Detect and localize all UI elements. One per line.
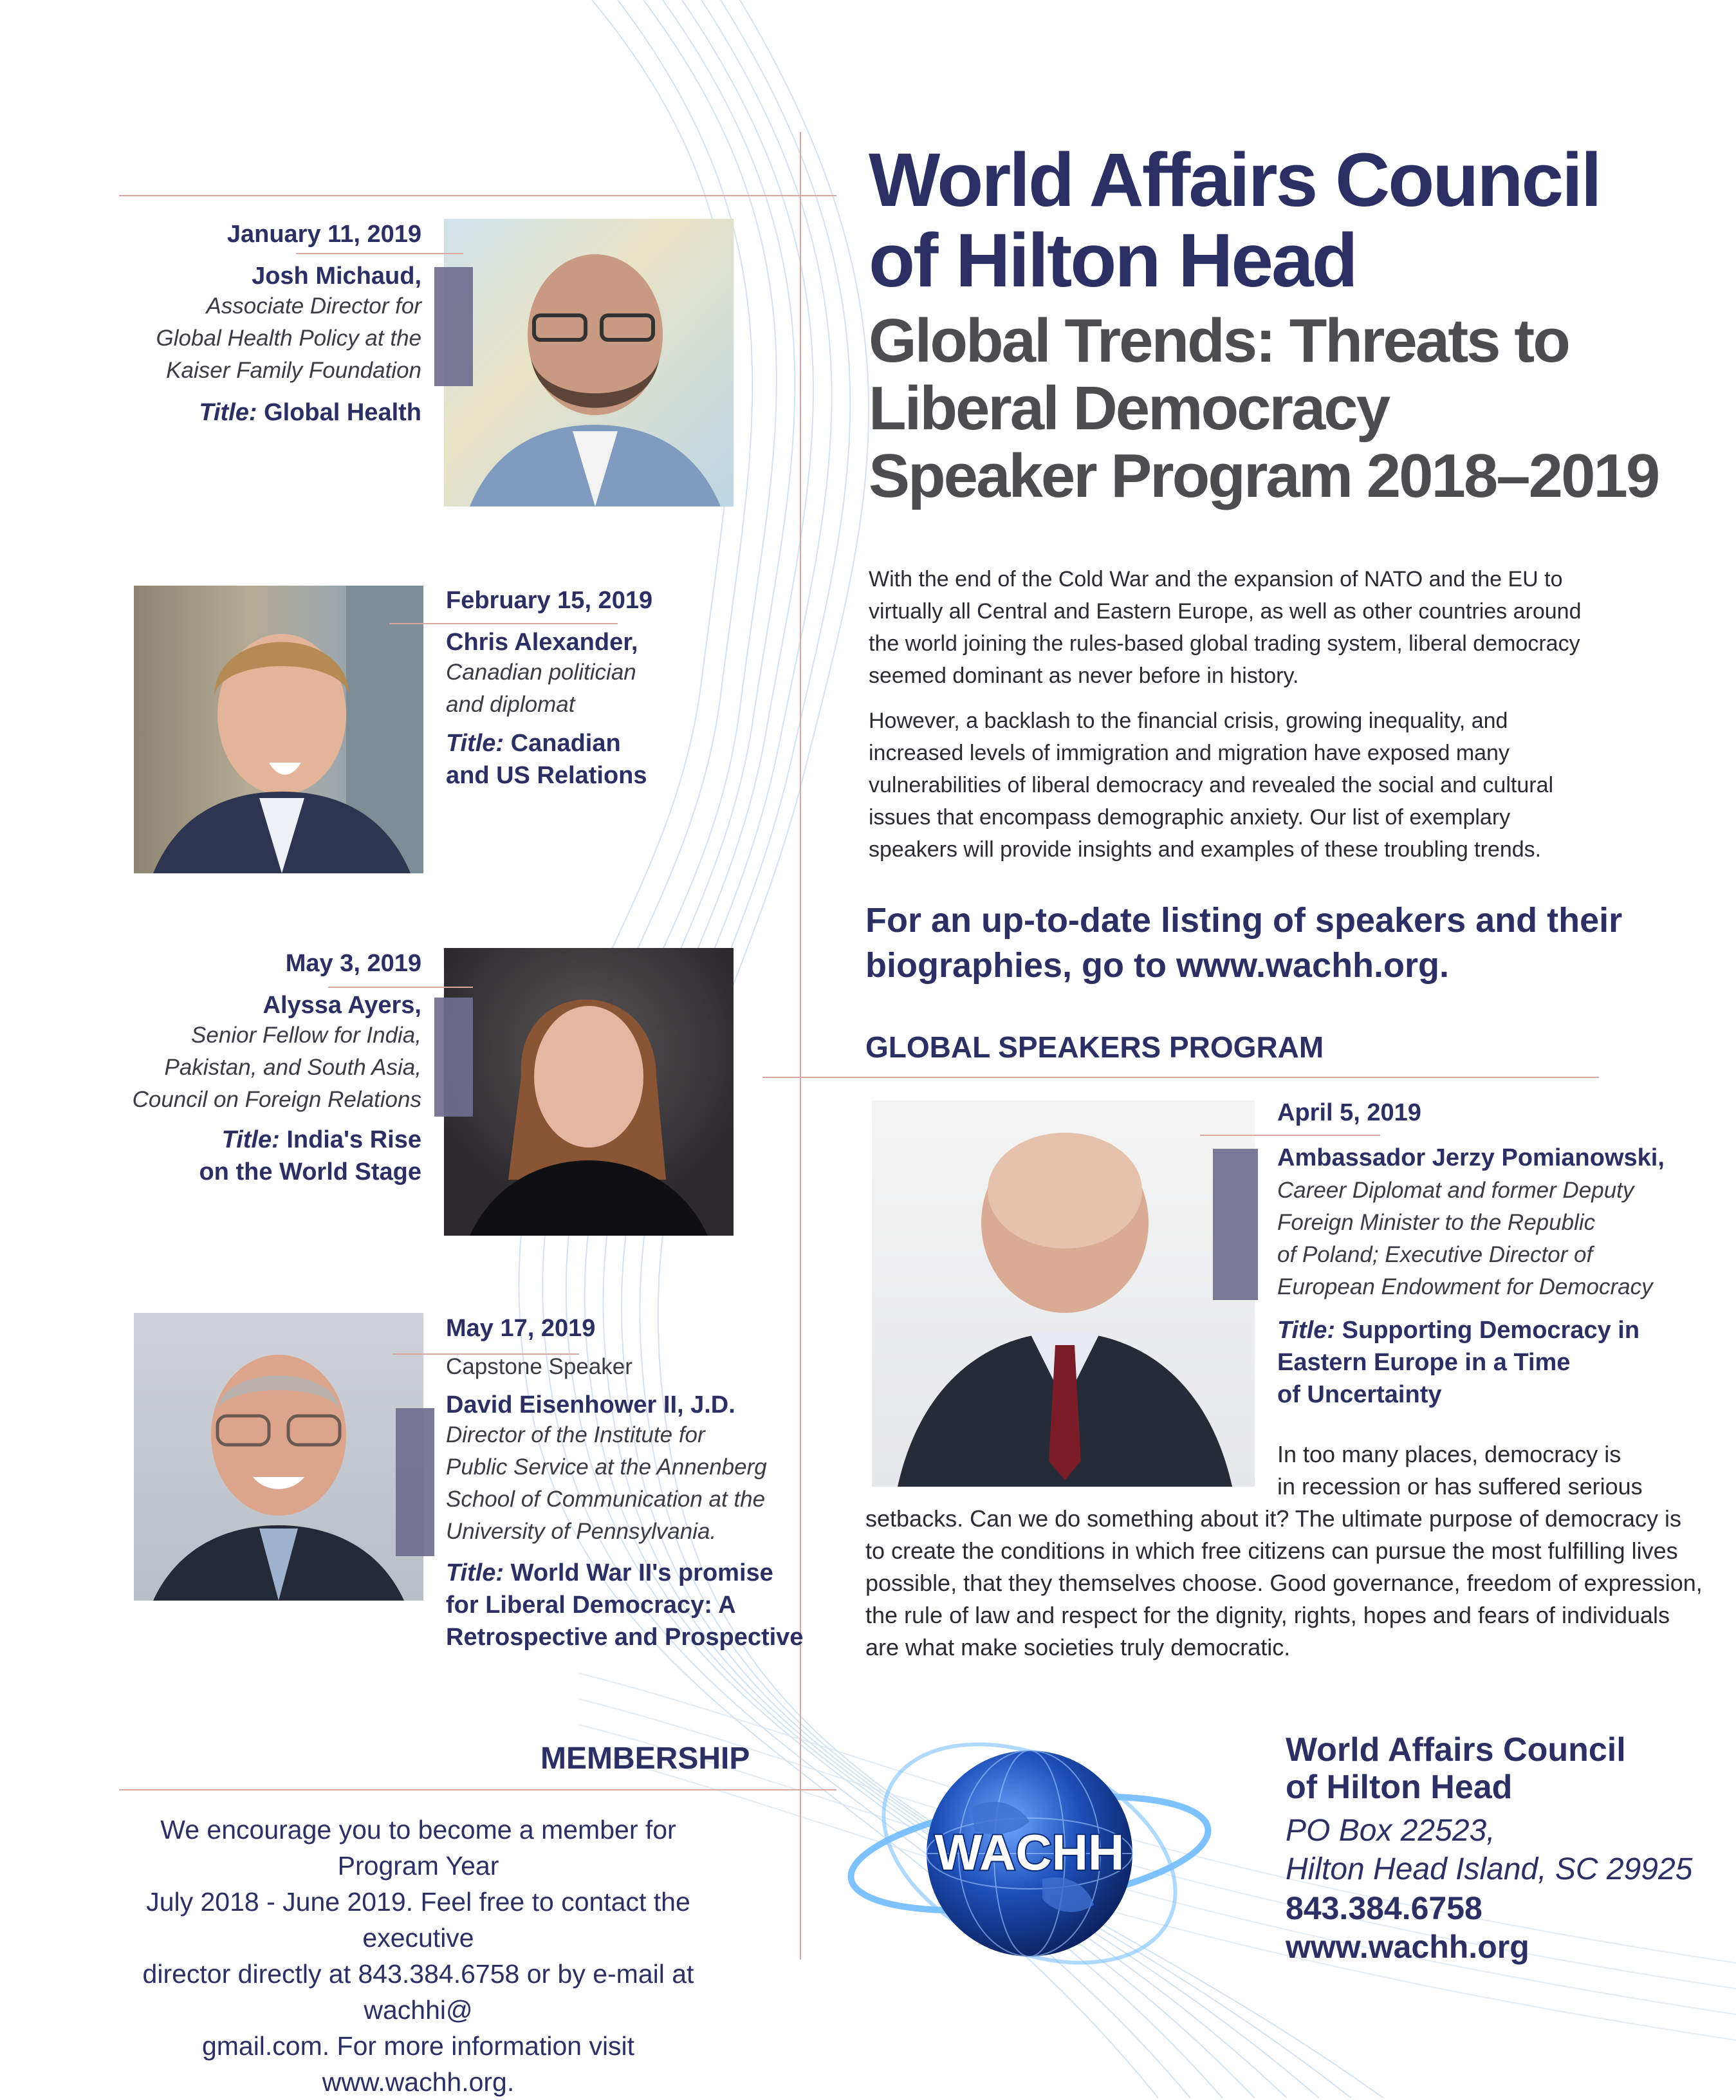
center-vertical-rule bbox=[800, 132, 801, 1960]
rule-global-date bbox=[1200, 1135, 1380, 1136]
program-subtitle-line-1: Global Trends: Threats to bbox=[869, 306, 1569, 375]
speaker-1-talk-title: Title: Global Health bbox=[199, 399, 421, 426]
membership-rule bbox=[119, 1789, 836, 1790]
global-speaker-talk-title: Title: Supporting Democracy in Eastern Europe in a Time of Uncertainty bbox=[1277, 1317, 1640, 1408]
alyssa-ayers-photo bbox=[444, 948, 734, 1236]
speaker-2-talk-title: Title: Canadian and US Relations bbox=[446, 730, 647, 789]
accent-bar-speaker-3 bbox=[434, 998, 473, 1117]
wachh-logo-text: WACHH bbox=[934, 1824, 1125, 1881]
global-speaker-name: Ambassador Jerzy Pomianowski, bbox=[1277, 1144, 1665, 1171]
speaker-4-block bbox=[446, 1315, 803, 1653]
accent-bar-speaker-4 bbox=[396, 1408, 434, 1556]
speaker-1-date: January 11, 2019 bbox=[226, 221, 421, 248]
speaker-4-desc: Director of the Institute for Public Service at the Annenberg School of Communication at the University of Pennsylvania. bbox=[446, 1422, 767, 1544]
cta-line-1: For an up-to-date listing of speakers and their bbox=[865, 901, 1623, 940]
global-speaker-date: April 5, 2019 bbox=[1277, 1099, 1421, 1126]
speaker-3-block bbox=[129, 950, 421, 1188]
josh-michaud-photo bbox=[444, 219, 734, 506]
contact-address-1: PO Box 22523, bbox=[1286, 1814, 1495, 1848]
org-title-line-1: World Affairs Council bbox=[869, 138, 1600, 223]
chris-alexander-photo bbox=[134, 586, 423, 873]
program-subtitle-line-2: Liberal Democracy bbox=[869, 374, 1389, 443]
contact-address-2: Hilton Head Island, SC 29925 bbox=[1286, 1852, 1693, 1886]
accent-bar-global bbox=[1213, 1149, 1258, 1300]
speaker-3-talk-title: Title: India's Rise on the World Stage bbox=[199, 1126, 421, 1185]
membership-text: We encourage you to become a member for Program Year July 2018 - June 2019. Feel free to contact the executive director directly at 843.384.6758 or by e-mail at wachhi@ gmail.com. For more information visit www.wachh.org. bbox=[142, 1815, 694, 2097]
contact-phone: 843.384.6758 bbox=[1286, 1890, 1482, 1926]
speaker-3-name: Alyssa Ayers, bbox=[263, 992, 421, 1019]
global-speaker-desc: Career Diplomat and former Deputy Foreign Minister to the Republic of Poland; Executive Director of European Endowment for Democracy bbox=[1277, 1178, 1653, 1299]
speaker-4-talk-title: Title: World War II's promise for Liberal Democracy: A Retrospective and Prospective bbox=[446, 1559, 804, 1651]
program-subtitle-line-3: Speaker Program 2018–2019 bbox=[869, 441, 1659, 510]
intro-paragraph-2: However, a backlash to the financial crisis, growing inequality, and increased levels of immigration and migration have exposed many vulnerabilities of liberal democracy and revealed the social and cultural issues that encompass demographic anxiety. Our list of exemplary speakers will provide insights and examples of these troubling trends. bbox=[869, 709, 1554, 862]
speaker-4-name: David Eisenhower II, J.D. bbox=[446, 1391, 735, 1418]
intro-paragraph-1: With the end of the Cold War and the expansion of NATO and the EU to virtually all Central and Eastern Europe, as well as other countries around the world joining the rules-based global trading system, liberal democracy seemed dominant as never before in history. bbox=[869, 567, 1582, 688]
org-title-line-2: of Hilton Head bbox=[869, 218, 1356, 303]
speaker-4-note: Capstone Speaker bbox=[446, 1354, 633, 1379]
speaker-1-name: Josh Michaud, bbox=[252, 263, 421, 290]
speaker-2-block bbox=[446, 587, 652, 792]
jerzy-pomianowski-photo bbox=[872, 1101, 1255, 1487]
global-program-rule bbox=[762, 1077, 1599, 1078]
global-body: setbacks. Can we do something about it? The ultimate purpose of democracy is to create the conditions in which free citizens can pursue the most fulfilling lives possible, that they themselves choose. Good governance, freedom of expression, the rule of law and respect for the dignity, rights, hopes and fears of individuals are what make societies truly democratic. bbox=[865, 1505, 1703, 1660]
wachh-logo bbox=[836, 1699, 1223, 2002]
global-program-heading: GLOBAL SPEAKERS PROGRAM bbox=[865, 1030, 1324, 1064]
speaker-3-date: May 3, 2019 bbox=[285, 950, 421, 977]
speaker-2-desc: Canadian politician and diplomat bbox=[446, 660, 636, 717]
cta-line-2: biographies, go to www.wachh.org. bbox=[865, 946, 1450, 985]
david-eisenhower-photo bbox=[134, 1313, 423, 1601]
accent-bar-speaker-1 bbox=[434, 267, 473, 386]
speaker-1-desc: Associate Director for Global Health Policy at the Kaiser Family Foundation bbox=[156, 293, 421, 383]
speaker-2-date: February 15, 2019 bbox=[446, 587, 653, 614]
contact-org-line-2: of Hilton Head bbox=[1286, 1769, 1513, 1806]
global-body-top: In too many places, democracy is in recession or has suffered serious bbox=[1277, 1441, 1643, 1500]
speaker-4-date: May 17, 2019 bbox=[446, 1315, 596, 1342]
left-top-rule bbox=[119, 195, 836, 196]
contact-website[interactable]: www.wachh.org bbox=[1286, 1929, 1529, 1965]
speaker-2-name: Chris Alexander, bbox=[446, 629, 638, 656]
speaker-1-block bbox=[154, 221, 421, 429]
speaker-3-desc: Senior Fellow for India, Pakistan, and South Asia, Council on Foreign Relations bbox=[132, 1023, 421, 1112]
contact-org-line-1: World Affairs Council bbox=[1286, 1731, 1626, 1769]
membership-heading: MEMBERSHIP bbox=[540, 1742, 750, 1776]
